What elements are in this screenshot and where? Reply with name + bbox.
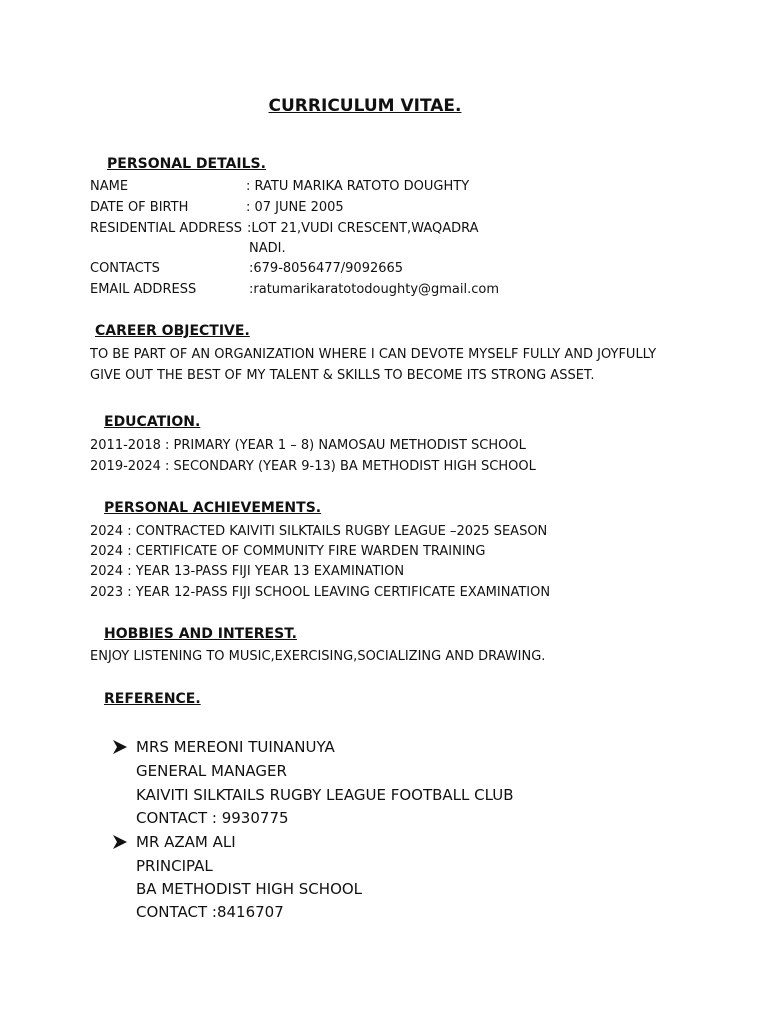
personal-details-heading: PERSONAL DETAILS.	[107, 156, 266, 172]
address-label: RESIDENTIAL ADDRESS	[90, 221, 242, 236]
reference-1-title: GENERAL MANAGER	[136, 762, 287, 780]
reference-2-title: PRINCIPAL	[136, 857, 213, 875]
reference-1-organization: KAIVITI SILKTAILS RUGBY LEAGUE FOOTBALL CLUB	[136, 786, 514, 804]
career-objective-heading: CAREER OBJECTIVE.	[95, 323, 250, 339]
arrowhead-bullet-icon	[112, 834, 128, 850]
reference-1-name: MRS MEREONI TUINANUYA	[136, 738, 335, 756]
contacts-label: CONTACTS	[90, 261, 160, 276]
dob-value: : 07 JUNE 2005	[246, 200, 344, 215]
reference-2-name: MR AZAM ALI	[136, 833, 236, 851]
email-value: :ratumarikaratotodoughty@gmail.com	[249, 282, 500, 297]
education-heading: EDUCATION.	[104, 414, 201, 430]
email-label: EMAIL ADDRESS	[90, 282, 197, 297]
address-value: :LOT 21,VUDI CRESCENT,WAQADRA	[247, 221, 479, 236]
education-line: 2019-2024 : SECONDARY (YEAR 9-13) BA METHODIST HIGH SCHOOL	[90, 459, 536, 474]
dob-label: DATE OF BIRTH	[90, 200, 189, 215]
address-value-line2: NADI.	[249, 241, 286, 256]
achievement-line: 2024 : CONTRACTED KAIVITI SILKTAILS RUGBY LEAGUE –2025 SEASON	[90, 524, 548, 539]
name-label: NAME	[90, 179, 129, 194]
career-objective-line: GIVE OUT THE BEST OF MY TALENT & SKILLS TO BECOME ITS STRONG ASSET.	[90, 368, 595, 383]
reference-2-organization: BA METHODIST HIGH SCHOOL	[136, 880, 363, 898]
hobbies-line: ENJOY LISTENING TO MUSIC,EXERCISING,SOCIALIZING AND DRAWING.	[90, 649, 546, 664]
achievement-line: 2024 : CERTIFICATE OF COMMUNITY FIRE WARDEN TRAINING	[90, 544, 486, 559]
achievement-line: 2023 : YEAR 12-PASS FIJI SCHOOL LEAVING CERTIFICATE EXAMINATION	[90, 585, 551, 600]
hobbies-heading: HOBBIES AND INTEREST.	[104, 626, 297, 642]
arrowhead-bullet-icon	[112, 739, 128, 755]
reference-2-contact: CONTACT :8416707	[136, 903, 284, 921]
education-line: 2011-2018 : PRIMARY (YEAR 1 – 8) NAMOSAU METHODIST SCHOOL	[90, 438, 526, 453]
reference-heading: REFERENCE.	[104, 691, 201, 707]
career-objective-line: TO BE PART OF AN ORGANIZATION WHERE I CAN DEVOTE MYSELF FULLY AND JOYFULLY	[90, 347, 657, 362]
achievement-line: 2024 : YEAR 13-PASS FIJI YEAR 13 EXAMINATION	[90, 564, 405, 579]
page-title: CURRICULUM VITAE.	[268, 96, 462, 116]
contacts-value: :679-8056477/9092665	[249, 261, 404, 276]
achievements-heading: PERSONAL ACHIEVEMENTS.	[104, 500, 322, 516]
name-value: : RATU MARIKA RATOTO DOUGHTY	[246, 179, 470, 194]
reference-1-contact: CONTACT : 9930775	[136, 809, 289, 827]
